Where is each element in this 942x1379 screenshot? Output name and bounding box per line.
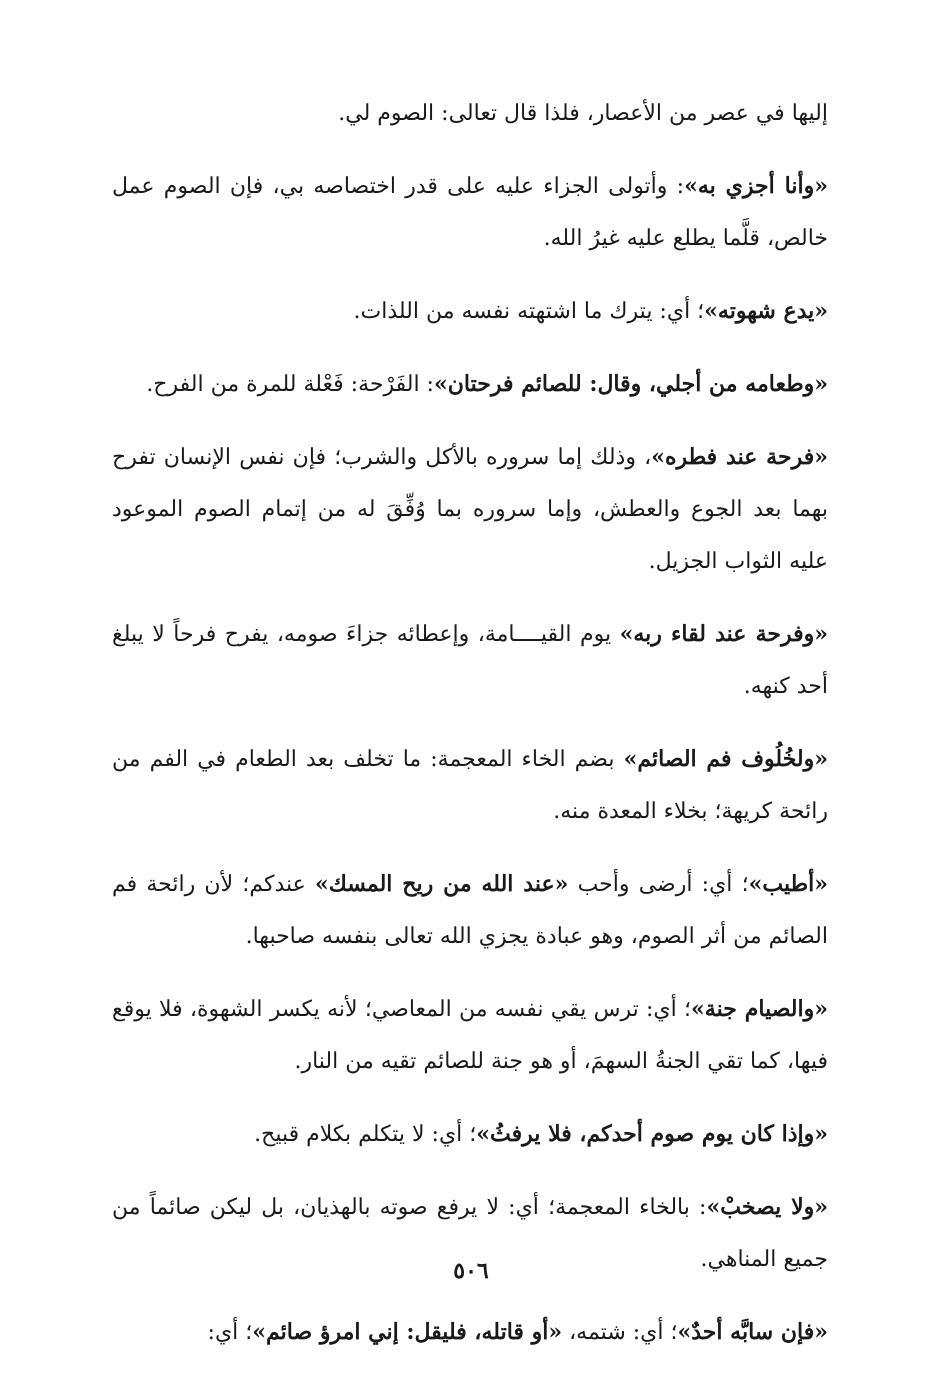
hadith-quote: «فرحة عند فطره»: [651, 444, 828, 470]
commentary-text: ؛ أي: أرضى وأحب: [568, 872, 749, 897]
commentary-text: إليها في عصر من الأعصار، فلذا قال تعالى: الصوم لي.: [338, 101, 828, 126]
paragraph: [112, 733, 828, 838]
hadith-quote: «ولا يصخبْ»: [706, 1194, 828, 1220]
hadith-quote: «وأنا أجزي به»: [684, 173, 828, 199]
commentary-text: ؛ أي:: [207, 1320, 253, 1345]
commentary-text: : وأتولى الجزاء عليه على قدر اختصاصه بي، فإن الصوم عمل خالص، قلَّما يطلع عليه غيرُ الله.: [112, 174, 828, 251]
hadith-quote: «أو قاتله، فليقل: إني امرؤ صائم»: [252, 1319, 563, 1345]
hadith-quote: «وفرحة عند لقاء ربه»: [619, 621, 828, 647]
paragraph: [112, 160, 828, 265]
commentary-text: ، وذلك إما سروره بالأكل والشرب؛ فإن نفس الإنسان تفرح بهما بعد الجوع والعطش، وإما سروره بما وُفِّقَ له من إتمام الصوم الموعود عليه الثواب الجزيل.: [112, 445, 828, 574]
commentary-text: ؛ أي: ترس يقي نفسه من المعاصي؛ لأنه يكسر الشهوة، فلا يوقع فيها، كما تقي الجنةُ السهمَ، أو هو جنة للصائم تقيه من النار.: [112, 997, 828, 1074]
commentary-text: : الفَرْحة: فَعْلة للمرة من الفرح.: [146, 372, 434, 397]
paragraph: [112, 608, 828, 713]
paragraph: [112, 358, 828, 411]
commentary-text: ؛ أي: لا يتكلم بكلام قبيح.: [254, 1122, 477, 1147]
hadith-quote: «ولخُلُوف فم الصائم»: [623, 746, 828, 772]
commentary-text: بضم الخاء المعجمة: ما تخلف بعد الطعام في الفم من رائحة كريهة؛ بخلاء المعدة منه.: [112, 747, 828, 824]
paragraph: [112, 285, 828, 338]
paragraph: [112, 858, 828, 963]
commentary-text: ؛ أي: يترك ما اشتهته نفسه من اللذات.: [353, 299, 705, 324]
hadith-quote: «والصيام جنة»: [691, 996, 828, 1022]
hadith-quote: «أطيب»: [748, 871, 828, 897]
paragraph: [112, 1306, 828, 1359]
commentary-text: : بالخاء المعجمة؛ أي: لا يرفع صوته بالهذيان، بل ليكن صائماً من جميع المناهي.: [112, 1195, 828, 1272]
hadith-quote: «وطعامه من أجلي، وقال: للصائم فرحتان»: [433, 371, 828, 397]
page-number: ٥٠٦: [453, 1258, 489, 1284]
commentary-text: عندكم؛ لأن رائحة فم الصائم من أثر الصوم، وهو عبادة يجزي الله تعالى بنفسه صاحبها.: [112, 872, 828, 949]
paragraph: [112, 88, 828, 140]
commentary-text: يوم القيــــامة، وإعطائه جزاءَ صومه، يفرح فرحاً لا يبلغ أحد كنهه.: [112, 622, 828, 699]
page-body: [112, 88, 828, 1379]
hadith-quote: «يدع شهوته»: [704, 298, 828, 324]
commentary-text: ؛ أي: شتمه،: [562, 1320, 678, 1345]
hadith-quote: «عند الله من ريح المسك»: [314, 871, 569, 897]
paragraph: [112, 983, 828, 1088]
paragraph: [112, 1108, 828, 1161]
paragraph: [112, 431, 828, 588]
hadith-quote: «وإذا كان يوم صوم أحدكم، فلا يرفثُ»: [476, 1121, 828, 1147]
hadith-quote: «فإن سابَّه أحدٌ»: [677, 1319, 828, 1345]
